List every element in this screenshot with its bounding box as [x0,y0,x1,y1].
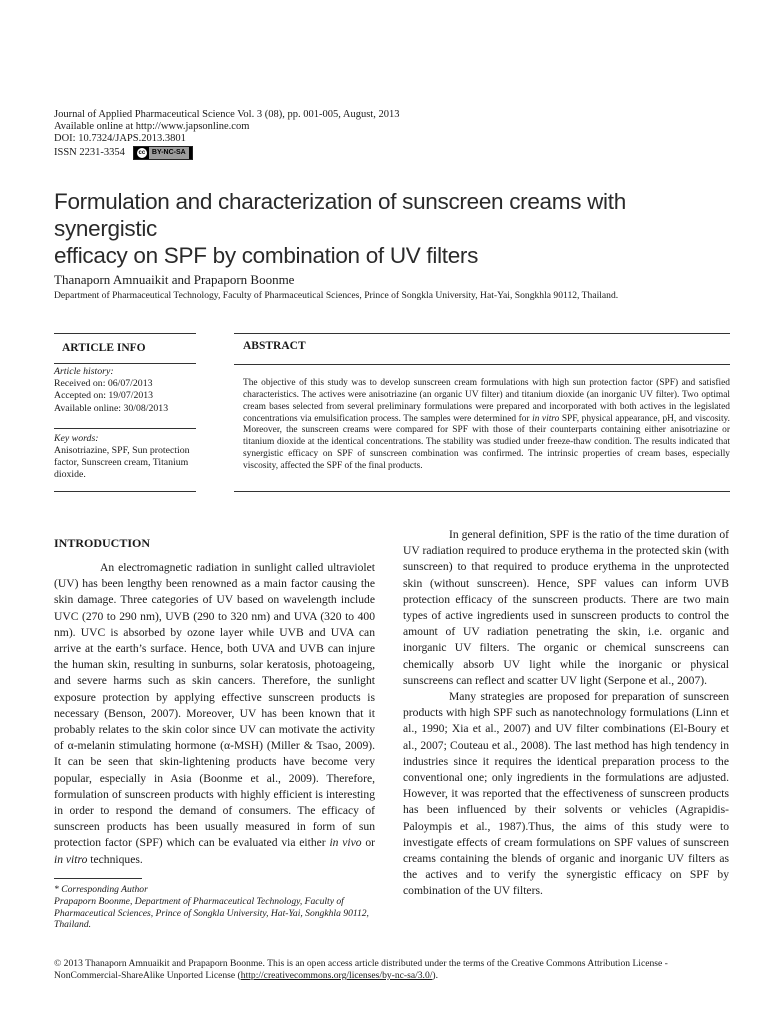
abstract-head-rule [234,364,730,365]
accepted-date: Accepted on: 19/07/2013 [54,390,154,402]
article-info [54,366,196,482]
abstract-in-vitro: in vitro [532,413,560,424]
issn-row [54,146,399,160]
title-line-1: Formulation and characterization of sunscreen creams with synergistic [54,189,626,241]
received-date: Received on: 06/07/2013 [54,378,153,390]
abstract-heading: ABSTRACT [243,340,306,352]
cc-logo-icon: cc [137,148,147,158]
cc-license-badge[interactable] [133,146,193,160]
introduction-column [54,560,375,868]
article-info-head-rule [54,363,196,364]
footnote-rule [54,878,142,879]
keywords: Anisotriazine, SPF, Sun protection factor, Sunscreen cream, Titanium dioxide. [54,445,190,481]
authors: Thanaporn Amnuaikit and Prapaporn Boonme [54,272,295,287]
corresponding-text: Prapaporn Boonme, Department of Pharmaceutical Technology, Faculty of Pharmaceutical Sciences, Prince of Songkla University, Hat-Yai, Songkhla 90112, Thailand. [54,895,369,931]
history-label: Article history: [54,366,114,377]
journal-doi: DOI: 10.7324/JAPS.2013.3801 [54,133,186,145]
intro-text: An electromagnetic radiation in sunlight called ultraviolet (UV) has been lengthy been renowned as a main factor causing the skin damage. Three categories of UV based on wavelength include UVC (270 to 290 nm), UVB (290 to 320 nm) and UVA (320 to 400 nm). UVC is absorbed by ozone layer while UVB and UVA can arrive at the earth’s surface. Hence, both UVA and UVB can injure the human skin, resulting in sunburns, solar keratosis, photoageing, and severe harms such as skin cancers. Therefore, the sunlight exposure protection by applying effective sunscreen products is necessary (Benson, 2007). Moreover, UV has been known that it probably relates to the skin color since UV can motivate the activity of α-melanin stimulating hormone (α-MSH) (Miller & Tsao, 2009). It can be seen that skin-lightening products have become very popular, especially in Asia (Boonme et al., 2009). Therefore, formulation of sunscreen products with highly efficient is interesting in order to respond the demand of consumers. The efficacy of sunscreen products has been usually measured in form of sun protection factor (SPF) which can be evaluated via either [54,561,375,850]
right-paragraph-2: Many strategies are proposed for preparation of sunscreen products with high SPF such as nanotechnology formulations (Linn et al., 1990; Xia et al., 2007) and UV filter combinations (El-Boury et al., 2007; Couteau et al., 2008). The last method has high tendency in industries since it requires the identical preparation process to the conventional one; only ingredients in the formulations are adjusted. However, it was reported that the effectiveness of sunscreen products has been influenced by their solvents or vehicles (Agrapidis-Paloympis et al., 1987).Thus, the aims of this study were to investigate effects of cream formulations on SPF values of sunscreen creams containing the blends of organic and inorganic UV filters as the actives and to verify the synergistic efficacy on SPF by combination of the UV filters. [403,690,729,898]
abstract-text [243,378,730,473]
corresponding-label: * Corresponding Author [54,884,148,895]
introduction-paragraph [54,560,375,868]
abstract-bottom-rule [234,491,730,492]
introduction-heading: INTRODUCTION [54,536,151,550]
right-column [403,527,729,900]
intro-in-vitro: in vitro [54,852,88,866]
corresponding-author [54,884,384,931]
license-link[interactable]: http://creativecommons.org/licenses/by-nc-sa/3.0/ [240,970,433,981]
abstract-part-a: The objective of this study was to develop sunscreen cream formulations with high sun protection factor (SPF) and satisfied characteristics. The actives were anisotriazine (an organic UV filter) and titanium dioxide (an inorganic UV filter). Two optimal cream bases selected from several preliminary formulations were prepared and incorporated with both actives in the legislated concentrations via emulsification process. The samples were determined for [243,378,730,424]
intro-end: techniques. [87,852,143,866]
abstract-part-b: SPF, physical appearance, pH, and viscosity. Moreover, the sunscreen creams were compared for SPF with those of their counterparts containing either anisotriazine or titanium dioxide at the identical concentrations. The stability was studied under freeze-thaw condition. The results indicated that synergistic efficacy on SPF of sunscreen combination was confirmed. The intrinsic properties of cream bases, especially viscosity, affected the SPF of the final products. [243,413,730,471]
copyright-text: © 2013 Thanaporn Amnuaikit and Prapaporn Boonme. This is an open access article distributed under the terms of the Creative Commons Attribution License -NonCommercial-ShareAlike Unported License ( [54,958,668,981]
copyright-end: ). [432,970,439,981]
info-spacer [54,415,196,433]
copyright-footer [54,958,730,982]
journal-header [54,109,399,160]
keywords-label: Key words: [54,432,99,444]
article-info-top-rule [54,333,196,334]
article-info-bottom-rule [54,491,196,492]
intro-or: or [361,836,375,850]
intro-in-vivo: in vivo [329,836,362,850]
affiliation: Department of Pharmaceutical Technology, Faculty of Pharmaceutical Sciences, Prince of Songkla University, Hat-Yai, Songkhla 90112, Thailand. [54,290,619,301]
journal-availability: Available online at http://www.japsonline.com [54,121,250,133]
journal-issn: ISSN 2231-3354 [54,146,125,158]
title-line-2: efficacy on SPF by combination of UV filters [54,243,479,268]
available-date: Available online: 30/08/2013 [54,402,169,414]
journal-citation: Journal of Applied Pharmaceutical Science Vol. 3 (08), pp. 001-005, August, 2013 [54,109,400,120]
abstract-top-rule [234,333,730,334]
article-info-heading: ARTICLE INFO [62,342,146,354]
cc-license-label: BY-NC-SA [149,147,189,159]
right-paragraph-1: In general definition, SPF is the ratio of the time duration of UV radiation required to produce erythema in the protected skin (with sunscreen) to that required to produce erythema in the unprotected skin (without sunscreen). Hence, SPF values can inform UVB protection efficacy of the sunscreen products. There are two main types of active ingredients used in sunscreen products to control the amount of UV radiation penetrating the skin, i.e. organic and inorganic UV filters. The organic or chemical sunscreens can chemically absorb UV light while the inorganic or physical sunscreens can reflect and scatter UV light (Serpone et al., 2007). [403,528,729,687]
article-title [54,188,734,269]
